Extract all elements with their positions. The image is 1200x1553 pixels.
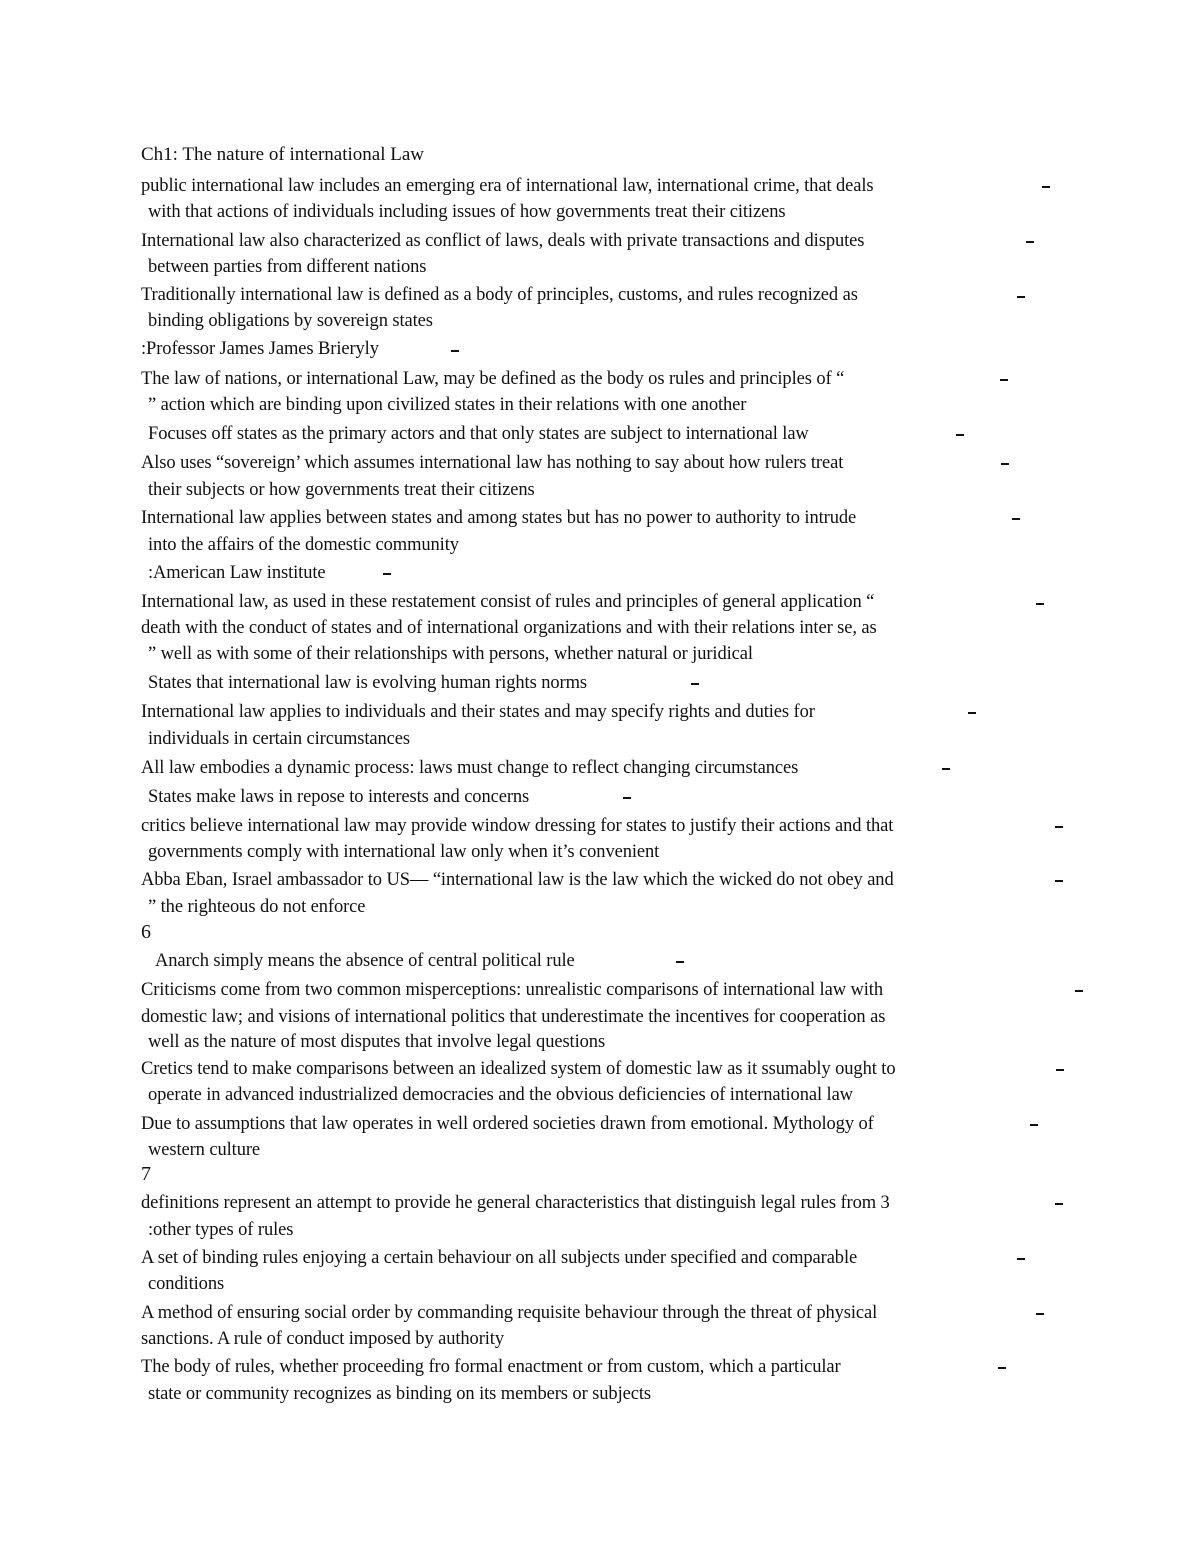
bullet-dash (1030, 1124, 1038, 1126)
text-line: state or community recognizes as binding on its members or subjects (148, 1384, 651, 1404)
text-line: :American Law institute (148, 563, 326, 583)
bullet-dash (1036, 1313, 1044, 1315)
text-line: ” well as with some of their relationships with persons, whether natural or juridical (148, 644, 753, 664)
bullet-dash (1026, 241, 1034, 243)
bullet-dash (1017, 1258, 1025, 1260)
text-line: Abba Eban, Israel ambassador to US— “international law is the law which the wicked do not obey and (141, 870, 894, 890)
bullet-dash (451, 350, 459, 352)
text-line: All law embodies a dynamic process: laws must change to reflect changing circumstances (141, 758, 799, 778)
bullet-dash (1055, 1203, 1063, 1205)
text-line: International law, as used in these restatement consist of rules and principles of general application “ (141, 592, 875, 612)
page-number-marker: 6 (141, 921, 151, 943)
text-line: States make laws in repose to interests and concerns (148, 787, 530, 807)
text-line: International law applies between states and among states but has no power to authority to intrude (141, 508, 857, 528)
text-line: Due to assumptions that law operates in well ordered societies drawn from emotional. Mythology of (141, 1114, 874, 1134)
bullet-dash (1012, 518, 1020, 520)
text-line: individuals in certain circumstances (148, 729, 410, 749)
text-line: Focuses off states as the primary actors and that only states are subject to international law (148, 424, 809, 444)
text-line: definitions represent an attempt to provide he general characteristics that distinguish legal rules from 3 (141, 1193, 890, 1213)
bullet-dash (1001, 463, 1009, 465)
page-title: Ch1: The nature of international Law (141, 144, 424, 165)
text-line: Also uses “sovereign’ which assumes international law has nothing to say about how rulers treat (141, 453, 844, 473)
bullet-dash (1017, 296, 1025, 298)
text-line: :other types of rules (148, 1220, 294, 1240)
text-line: critics believe international law may provide window dressing for states to justify their actions and that (141, 816, 894, 836)
bullet-dash (1042, 186, 1050, 188)
bullet-dash (1000, 379, 1008, 381)
text-line: ” the righteous do not enforce (148, 897, 366, 917)
bullet-dash (1036, 603, 1044, 605)
text-line: domestic law; and visions of international politics that underestimate the incentives for cooperation as (141, 1007, 886, 1027)
text-line: Anarch simply means the absence of central political rule (155, 951, 575, 971)
text-line: International law also characterized as conflict of laws, deals with private transactions and disputes (141, 231, 865, 251)
text-line: Traditionally international law is defined as a body of principles, customs, and rules recognized as (141, 285, 858, 305)
bullet-dash (998, 1367, 1006, 1369)
text-line: their subjects or how governments treat their citizens (148, 480, 535, 500)
text-line: ” action which are binding upon civilized states in their relations with one another (148, 395, 747, 415)
text-line: States that international law is evolving human rights norms (148, 673, 587, 693)
text-line: between parties from different nations (148, 257, 427, 277)
text-line: The law of nations, or international Law, may be defined as the body os rules and principles of “ (141, 369, 845, 389)
text-line: binding obligations by sovereign states (148, 311, 433, 331)
text-line: death with the conduct of states and of international organizations and with their relations inter se, as (141, 618, 877, 638)
page-number-marker: 7 (141, 1163, 151, 1185)
bullet-dash (676, 961, 684, 963)
bullet-dash (1056, 1069, 1064, 1071)
text-line: Cretics tend to make comparisons between an idealized system of domestic law as it ssumably ought to (141, 1059, 896, 1079)
text-line: well as the nature of most disputes that involve legal questions (148, 1032, 606, 1052)
bullet-dash (968, 712, 976, 714)
text-line: A method of ensuring social order by commanding requisite behaviour through the threat of physical (141, 1303, 878, 1323)
bullet-dash (1055, 826, 1063, 828)
bullet-dash (956, 434, 964, 436)
text-line: operate in advanced industrialized democracies and the obvious deficiencies of international law (148, 1085, 853, 1105)
bullet-dash (1075, 990, 1083, 992)
text-line: The body of rules, whether proceeding fro formal enactment or from custom, which a particular (141, 1357, 841, 1377)
text-line: western culture (148, 1140, 261, 1160)
bullet-dash (623, 797, 631, 799)
bullet-dash (942, 768, 950, 770)
bullet-dash (1055, 880, 1063, 882)
text-line: into the affairs of the domestic community (148, 535, 459, 555)
text-line: governments comply with international law only when it’s convenient (148, 842, 660, 862)
text-line: with that actions of individuals including issues of how governments treat their citizens (148, 202, 786, 222)
text-line: :Professor James James Brieryly (141, 339, 379, 359)
text-line: International law applies to individuals and their states and may specify rights and duties for (141, 702, 815, 722)
text-line: sanctions. A rule of conduct imposed by authority (141, 1329, 504, 1349)
text-line: public international law includes an emerging era of international law, international crime, that deals (141, 176, 874, 196)
text-line: Criticisms come from two common misperceptions: unrealistic comparisons of international law with (141, 980, 883, 1000)
text-line: conditions (148, 1274, 225, 1294)
text-line: A set of binding rules enjoying a certain behaviour on all subjects under specified and comparable (141, 1248, 858, 1268)
bullet-dash (383, 573, 391, 575)
bullet-dash (691, 683, 699, 685)
